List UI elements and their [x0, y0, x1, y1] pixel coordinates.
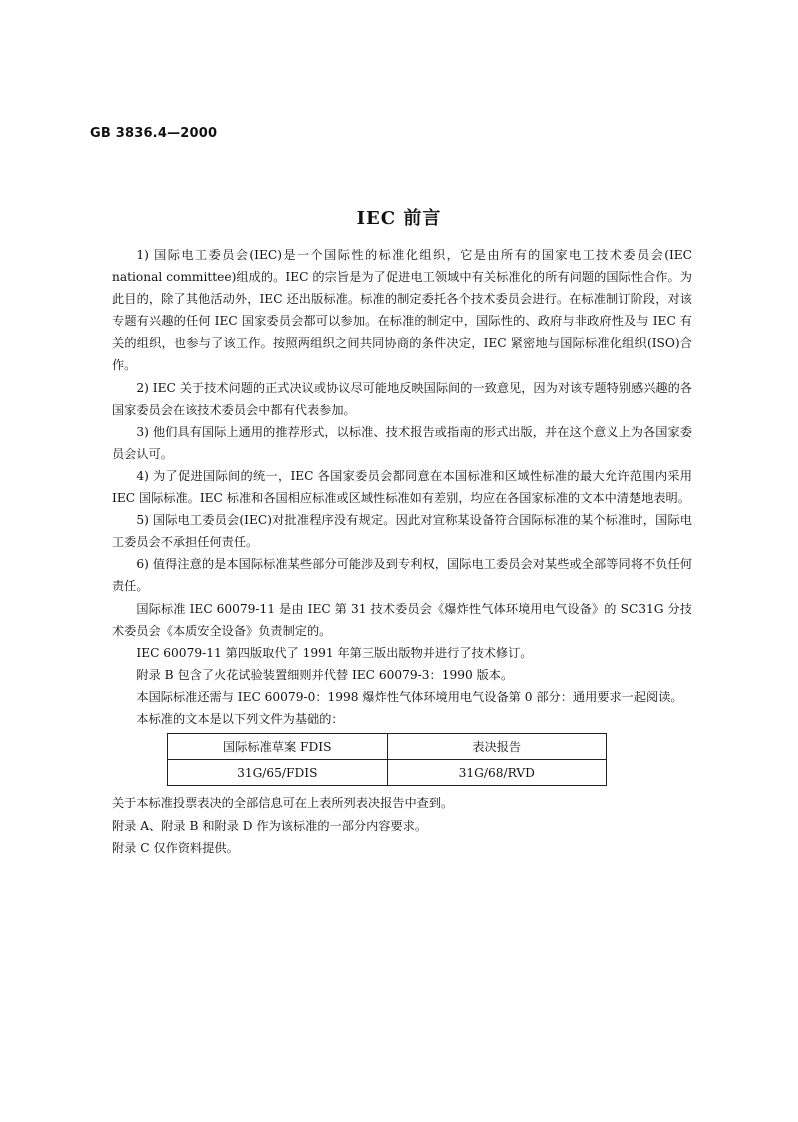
table-header-fdis: 国际标准草案 FDIS [168, 734, 388, 760]
standard-code: GB 3836.4—2000 [90, 126, 218, 141]
table-header-rvd: 表决报告 [387, 734, 607, 760]
paragraph-3: 3) 他们具有国际上通用的推荐形式，以标准、技术报告或指南的形式出版，并在这个意义上为各国家委员会认可。 [112, 424, 692, 461]
table-cell-fdis: 31G/65/FDIS [168, 760, 388, 786]
note-normative-annexes: 附录 A、附录 B 和附录 D 作为该标准的一部分内容要求。 [112, 818, 428, 833]
after-table-notes [112, 792, 692, 860]
paragraph-2: 2) IEC 关于技术问题的正式决议或协议尽可能地反映国际间的一致意见，因为对该专题特别感兴趣的各国家委员会在该技术委员会中都有代表参加。 [112, 380, 692, 417]
paragraph-5: 5) 国际电工委员会(IEC)对批准程序没有规定。因此对宣称某设备符合国际标准的某个标准时，国际电工委员会不承担任何责任。 [112, 513, 692, 550]
note-informative-annex: 附录 C 仅作资料提供。 [112, 841, 239, 855]
foreword-body [112, 244, 692, 730]
paragraph-6: 6) 值得注意的是本国际标准某些部分可能涉及到专利权，国际电工委员会对某些或全部等同将不负任何责任。 [112, 557, 692, 594]
paragraph-edition: IEC 60079-11 第四版取代了 1991 年第三版出版物并进行了技术修订。 [136, 645, 533, 660]
voting-documents-table [167, 733, 607, 786]
page-title: IEC 前言 [356, 208, 442, 229]
table-header-row [168, 734, 607, 760]
paragraph-annex-b: 附录 B 包含了火花试验装置细则并代替 IEC 60079-3：1990 版本。 [136, 667, 514, 682]
note-voting-info: 关于本标准投票表决的全部信息可在上表所列表决报告中查到。 [112, 796, 454, 810]
paragraph-read-with: 本国际标准还需与 IEC 60079-0：1998 爆炸性气体环境用电气设备第 0 部分：通用要求一起阅读。 [136, 689, 683, 704]
paragraph-committee: 国际标准 IEC 60079-11 是由 IEC 第 31 技术委员会《爆炸性气体环境用电气设备》的 SC31G 分技术委员会《本质安全设备》负责制定的。 [112, 601, 692, 638]
table-row [168, 760, 607, 786]
paragraph-1: 1) 国际电工委员会(IEC)是一个国际性的标准化组织，它是由所有的国家电工技术委员会(IEC national committee)组成的。IEC 的宗旨是为了促进电工领域中有关标准化的所有问题的国际性合作。为此目的，除了其他活动外，IEC 还出版标准。标准的制定委托各个技术委员会进行。在标准制订阶段，对该专题有兴趣的任何 IEC 国家委员会都可以参加。在标准的制定中，国际性的、政府与非政府性及与 IEC 有关的组织，也参与了该工作。按照两组织之间共同协商的条件决定，IEC 紧密地与国际标准化组织(ISO)合作。 [112, 248, 692, 373]
paragraph-based-on: 本标准的文本是以下列文件为基础的： [136, 711, 344, 726]
table-cell-rvd: 31G/68/RVD [387, 760, 607, 786]
paragraph-4: 4) 为了促进国际间的统一，IEC 各国家委员会都同意在本国标准和区域性标准的最大允许范围内采用 IEC 国际标准。IEC 标准和各国相应标准或区域性标准如有差别，均应在各国家标准的文本中清楚地表明。 [112, 468, 692, 506]
